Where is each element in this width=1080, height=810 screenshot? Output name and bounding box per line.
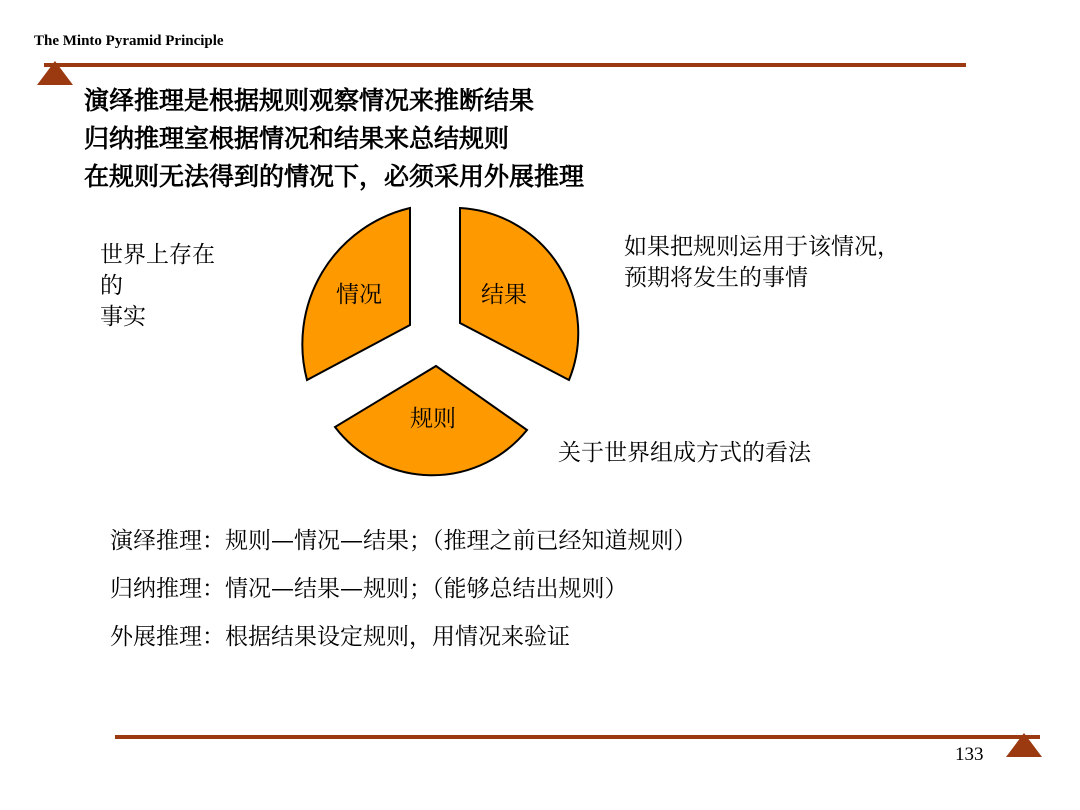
segment-label-result: 结果 — [481, 282, 527, 308]
header-title: The Minto Pyramid Principle — [34, 33, 224, 49]
headline-line-3: 在规则无法得到的情况下，必须采用外展推理 — [84, 162, 585, 191]
summary-line-2: 归纳推理：情况—结果—规则；（能够总结出规则） — [110, 576, 628, 602]
summary — [110, 517, 697, 661]
headline-line-1: 演绎推理是根据规则观察情况来推断结果 — [84, 86, 535, 115]
facts-line-1: 世界上存在 — [100, 242, 215, 268]
bottom-divider — [115, 735, 1040, 739]
headline-line-2: 归纳推理室根据情况和结果来总结规则 — [84, 124, 510, 153]
expectation-label — [624, 232, 900, 294]
summary-line-1: 演绎推理：规则—情况—结果；（推理之前已经知道规则） — [110, 528, 697, 554]
summary-line-3: 外展推理：根据结果设定规则，用情况来验证 — [110, 624, 570, 650]
page-number: 133 — [955, 744, 984, 765]
facts-label — [100, 240, 215, 333]
expectation-line-2: 预期将发生的事情 — [624, 265, 808, 291]
segment-label-situation: 情况 — [336, 282, 382, 308]
facts-line-2: 的 — [100, 273, 123, 299]
facts-line-3: 事实 — [100, 304, 146, 330]
triangle-icon — [1006, 733, 1042, 757]
expectation-line-1: 如果把规则运用于该情况， — [624, 234, 900, 260]
view-label: 关于世界组成方式的看法 — [558, 440, 811, 466]
segment-label-rule: 规则 — [410, 406, 456, 432]
